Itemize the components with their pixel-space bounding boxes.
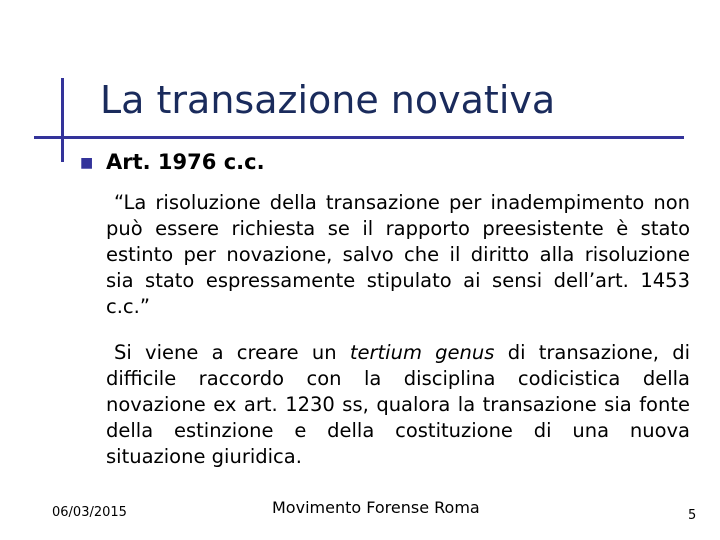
quote-text: “La risoluzione della transazione per inadempimento non può essere richiesta se il rapporto preesistente è stato estinto per novazione, salvo che il diritto alla risoluzione sia stato espressamente stipulato ai sensi dell’art. 1453 c.c.”: [106, 191, 690, 318]
commentary-paragraph: [106, 340, 690, 470]
quote-paragraph: [106, 190, 690, 320]
commentary-text-start: Si viene a creare un: [114, 341, 337, 364]
square-bullet-icon: ■: [80, 155, 94, 171]
commentary-text-end: di transazione, di difficile raccordo con la disciplina codicistica della novazione ex art. 1230 ss, qualora la transazione sia fonte della estinzione e della costituzione di una nuova situazione giuridica.: [106, 341, 690, 468]
commentary-italic-term: tertium genus: [349, 341, 495, 364]
bullet-heading: Art. 1976 c.c.: [106, 150, 265, 174]
vertical-accent-line: [61, 78, 64, 162]
horizontal-accent-line: [34, 136, 684, 139]
footer-organization: Movimento Forense Roma: [272, 498, 480, 517]
footer-date: 06/03/2015: [52, 505, 127, 520]
slide-title: La transazione novativa: [100, 78, 556, 122]
page-number: 5: [688, 508, 697, 523]
